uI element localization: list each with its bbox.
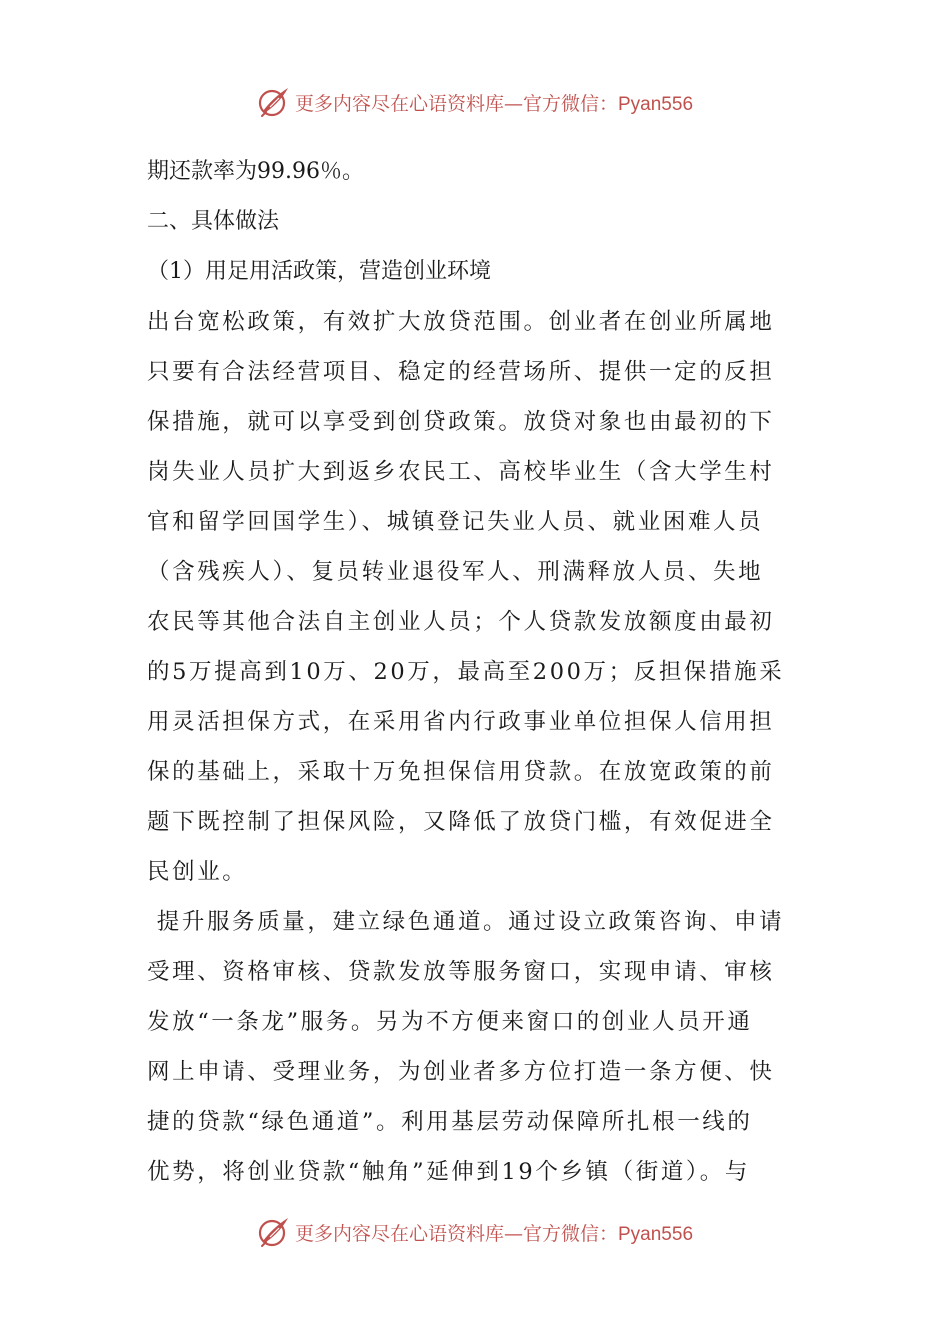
quill-logo-icon <box>257 85 291 119</box>
paragraph-policy <box>147 297 807 897</box>
subsection-heading: （1）用足用活政策，营造创业环境 <box>147 259 491 284</box>
watermark-label: 更多内容尽在心语资料库—官方微信： <box>294 92 618 115</box>
paragraph-line: 提升服务质量，建立绿色通道。通过设立政策咨询、申请 <box>147 909 785 935</box>
watermark-wechat-id: Pyan556 <box>618 93 694 115</box>
paragraph-service <box>147 897 807 1197</box>
paragraph-line: 发放“一条龙”服务。另为不方便来窗口的创业人员开通 <box>147 1009 753 1035</box>
watermark-label: 更多内容尽在心语资料库—官方微信： <box>294 1222 618 1245</box>
watermark-wechat-id: Pyan556 <box>618 1223 694 1245</box>
paragraph-line: 用灵活担保方式，在采用省内行政事业单位担保人信用担 <box>147 709 775 735</box>
paragraph-line: （含残疾人）、复员转业退役军人、刑满释放人员、失地 <box>147 559 764 585</box>
paragraph-line: 农民等其他合法自主创业人员；个人贷款发放额度由最初 <box>147 609 775 635</box>
watermark-text <box>295 89 693 116</box>
document-body <box>147 147 807 1197</box>
watermark-text <box>295 1219 693 1246</box>
paragraph-line: 保的基础上，采取十万免担保信用贷款。在放宽政策的前 <box>147 759 775 785</box>
paragraph-line: 的5万提高到10万、20万，最高至200万；反担保措施采 <box>147 659 785 685</box>
paragraph-line: 岗失业人员扩大到返乡农民工、高校毕业生（含大学生村 <box>147 459 775 485</box>
paragraph-line: 捷的贷款“绿色通道”。利用基层劳动保障所扎根一线的 <box>147 1109 753 1135</box>
paragraph-line: 只要有合法经营项目、稳定的经营场所、提供一定的反担 <box>147 359 775 385</box>
paragraph-line: 受理、资格审核、贷款发放等服务窗口，实现申请、审核 <box>147 959 775 985</box>
quill-logo-icon <box>257 1215 291 1249</box>
text-line: 期还款率为99.96％。 <box>147 159 364 184</box>
watermark-header <box>0 82 950 122</box>
paragraph-line: 民创业。 <box>147 859 248 885</box>
watermark-footer <box>0 1212 950 1252</box>
paragraph-line: 优势，将创业贷款“触角”延伸到19个乡镇（街道）。与 <box>147 1159 750 1185</box>
paragraph-line: 官和留学回国学生）、城镇登记失业人员、就业困难人员 <box>147 509 764 535</box>
paragraph-line: 题下既控制了担保风险，又降低了放贷门槛，有效促进全 <box>147 809 775 835</box>
section-heading: 二、具体做法 <box>147 209 280 234</box>
paragraph-line: 出台宽松政策，有效扩大放贷范围。创业者在创业所属地 <box>147 309 775 335</box>
paragraph-line: 网上申请、受理业务，为创业者多方位打造一条方便、快 <box>147 1059 775 1085</box>
paragraph-line: 保措施，就可以享受到创贷政策。放贷对象也由最初的下 <box>147 409 775 435</box>
